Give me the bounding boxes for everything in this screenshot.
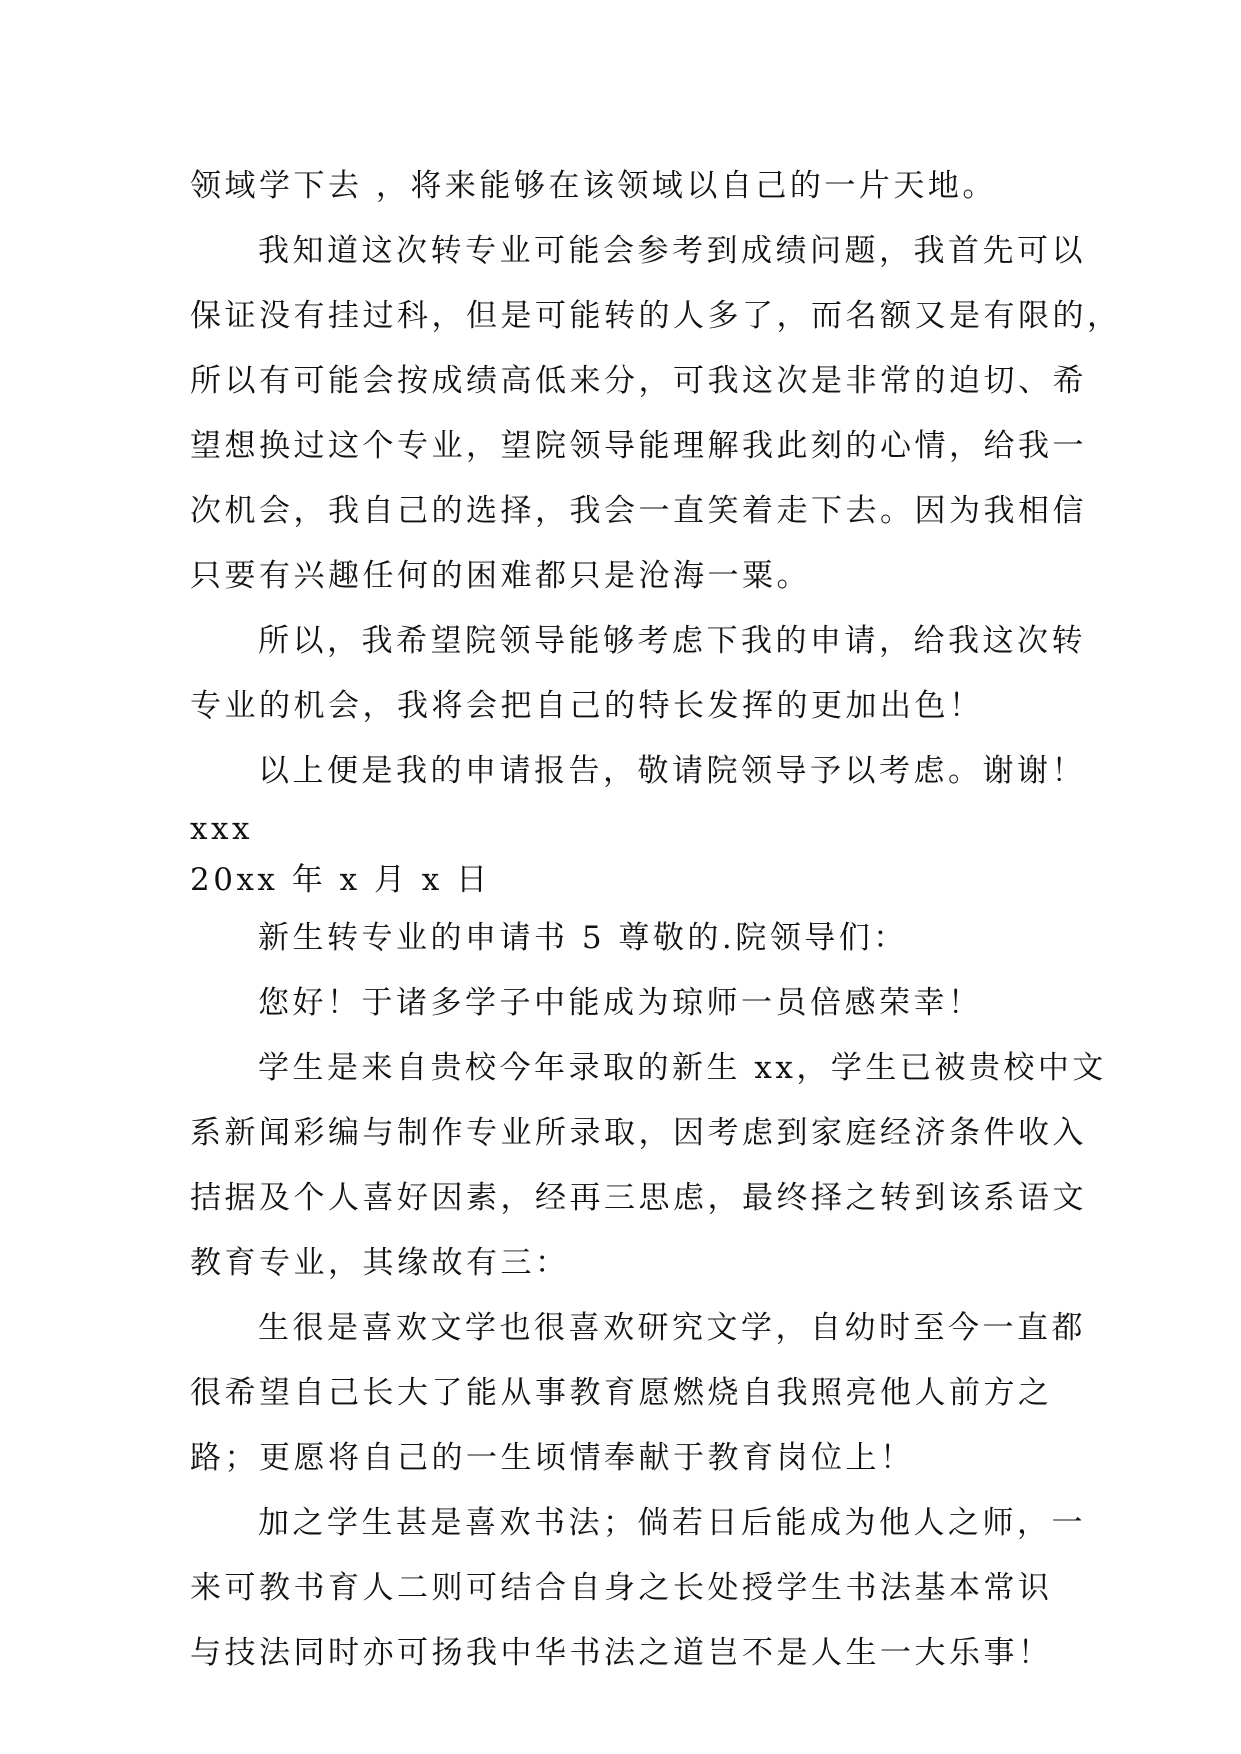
body-line: 来可教书育人二则可结合自身之长处授学生书法基本常识: [190, 1570, 1053, 1606]
body-line: 保证没有挂过科，但是可能转的人多了，而名额又是有限的，: [190, 298, 1122, 334]
body-line: 学生是来自贵校今年录取的新生 xx，学生已被贵校中文: [258, 1050, 1107, 1086]
body-line: 路；更愿将自己的一生顷情奉献于教育岗位上！: [190, 1440, 915, 1476]
body-line: 加之学生甚是喜欢书法；倘若日后能成为他人之师，一: [258, 1505, 1086, 1541]
body-line: 领域学下去 ，将来能够在该领域以自己的一片天地。: [190, 168, 997, 204]
signature-name: xxx: [190, 811, 253, 847]
body-line: 只要有兴趣任何的困难都只是沧海一粟。: [190, 558, 811, 594]
body-line: 所以有可能会按成绩高低来分，可我这次是非常的迫切、希: [190, 363, 1087, 399]
body-line: 次机会，我自己的选择，我会一直笑着走下去。因为我相信: [190, 493, 1087, 529]
body-line: 教育专业，其缘故有三：: [190, 1245, 570, 1281]
body-line: 生很是喜欢文学也很喜欢研究文学，自幼时至今一直都: [258, 1310, 1086, 1346]
body-line: 所以，我希望院领导能够考虑下我的申请，给我这次转: [258, 623, 1086, 659]
body-line: 您好！于诸多学子中能成为琼师一员倍感荣幸！: [258, 985, 983, 1021]
body-line: 与技法同时亦可扬我中华书法之道岂不是人生一大乐事！: [190, 1635, 1053, 1671]
section-heading: 新生转专业的申请书 5 尊敬的.院领导们：: [258, 920, 908, 956]
body-line: 我知道这次转专业可能会参考到成绩问题，我首先可以: [258, 233, 1086, 269]
signature-date: 20xx 年 x 月 x 日: [190, 862, 491, 898]
document-body: [190, 154, 1122, 1686]
body-line: 很希望自己长大了能从事教育愿燃烧自我照亮他人前方之: [190, 1375, 1053, 1411]
body-line: 望想换过这个专业，望院领导能理解我此刻的心情，给我一: [190, 428, 1087, 464]
body-line: 以上便是我的申请报告，敬请院领导予以考虑。谢谢！: [258, 753, 1086, 789]
body-line: 拮据及个人喜好因素，经再三思虑，最终择之转到该系语文: [190, 1180, 1087, 1216]
body-line: 系新闻彩编与制作专业所录取，因考虑到家庭经济条件收入: [190, 1115, 1087, 1151]
body-line: 专业的机会，我将会把自己的特长发挥的更加出色！: [190, 688, 984, 724]
